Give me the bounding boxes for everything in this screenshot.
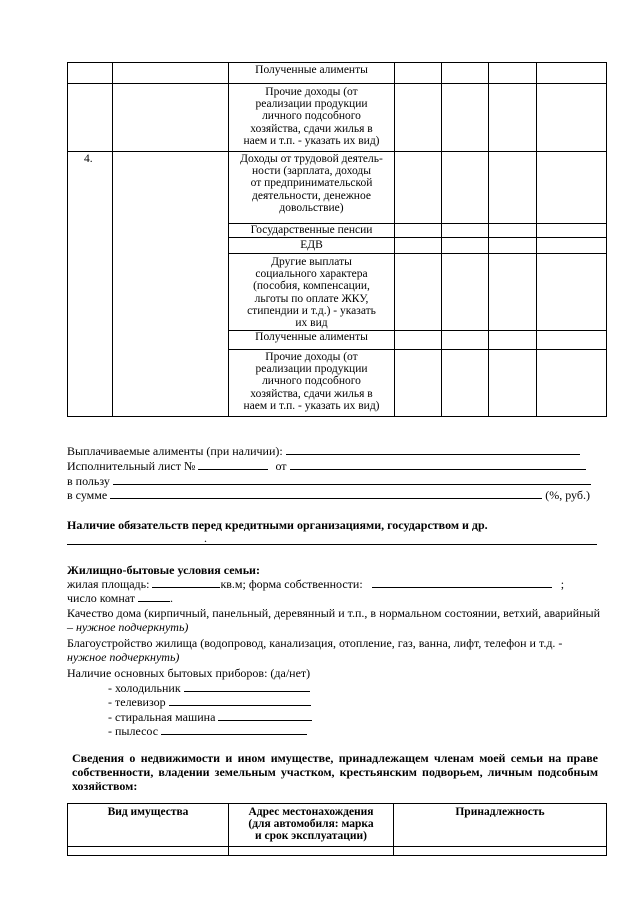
table-hline [228, 253, 607, 254]
table-hline [67, 83, 607, 84]
obligations-field[interactable] [67, 544, 597, 545]
appliance-fridge [108, 681, 310, 695]
living-area-label: жилая площадь: [67, 577, 150, 591]
table-hline [67, 151, 607, 152]
property-cell[interactable] [394, 847, 607, 856]
appliance-fridge-field[interactable] [184, 681, 310, 692]
obligations-mark: . [204, 531, 207, 545]
table-cell-label: Прочие доходы (от реализации продукции личного подсобного хозяйства, сдачи жилья в наем и т.п. - указать их вид) [243, 86, 380, 147]
sum-line [67, 488, 590, 502]
table-hline [228, 237, 607, 238]
ownership-semicolon: ; [560, 577, 565, 591]
property-cell[interactable] [68, 847, 229, 856]
table-hline [67, 62, 607, 63]
alimony-paid-label: Выплачиваемые алименты (при наличии): [67, 444, 283, 458]
living-area-unit: кв.м; форма собственности: [220, 577, 363, 591]
table-cell-label: Доходы от трудовой деятель- ности (зарплата, доходы от предпринимательской деятельности, денежное довольствие) [240, 153, 383, 214]
appliance-vacuum [108, 724, 307, 738]
living-area-line [67, 577, 564, 591]
table-vline [606, 62, 607, 417]
rooms-line [67, 591, 173, 605]
table-cell-label: Прочие доходы (от реализации продукции личного подсобного хозяйства, сдачи жилья в наем и т.п. - указать их вид) [243, 351, 380, 412]
ownership-field[interactable] [372, 577, 552, 588]
table-vline [112, 62, 113, 417]
appliance-vacuum-field[interactable] [161, 724, 307, 735]
property-empty-row [68, 847, 607, 856]
property-table [67, 803, 607, 856]
sum-field[interactable] [110, 488, 542, 499]
rooms-field[interactable] [138, 591, 170, 602]
amenities-text: Благоустройство жилища (водопровод, канализация, отопление, газ, ванна, лифт, телефон и т.д. - [67, 636, 563, 650]
row-number: 4. [84, 153, 93, 165]
appliance-washer-field[interactable] [218, 710, 312, 721]
table-cell-label: Полученные алименты [255, 331, 368, 343]
appliance-washer-label: - стиральная машина [108, 710, 216, 724]
rooms-end: . [170, 591, 174, 605]
table-cell-label: Другие выплаты социального характера (пособия, компенсации, льготы по оплате ЖКУ, стипендии и т.д.) - указать их вид [247, 256, 376, 330]
benefit-line [67, 474, 591, 488]
table-vline [441, 62, 442, 417]
appliance-tv-label: - телевизор [108, 695, 166, 709]
property-header-owner: Принадлежность [394, 804, 607, 847]
obligations-title: Наличие обязательств перед кредитными организациями, государством и др. [67, 518, 488, 532]
writ-from-label: от [275, 459, 287, 473]
table-cell-label: Государственные пенсии [250, 224, 373, 236]
house-quality-text: Качество дома (кирпичный, панельный, деревянный и т.п., в нормальном состоянии, ветхий, аварийный – [67, 606, 601, 634]
writ-number-field[interactable] [198, 459, 268, 470]
table-vline [536, 62, 537, 417]
writ-line [67, 459, 586, 473]
table-cell-label: ЕДВ [300, 239, 323, 251]
appliance-tv [108, 695, 311, 709]
appliance-fridge-label: - холодильник [108, 681, 181, 695]
writ-label: Исполнительный лист № [67, 459, 196, 473]
property-header-row [68, 804, 607, 847]
table-vline [67, 62, 68, 417]
property-cell[interactable] [229, 847, 394, 856]
alimony-paid-field[interactable] [286, 444, 580, 455]
sum-suffix: (%, руб.) [545, 488, 590, 502]
table-hline [67, 416, 607, 417]
sum-label: в сумме [67, 488, 108, 502]
appliance-washer [108, 710, 312, 724]
living-area-field[interactable] [152, 577, 220, 588]
appliance-tv-field[interactable] [169, 695, 311, 706]
table-cell-label: Полученные алименты [255, 64, 368, 76]
table-vline [394, 62, 395, 417]
appliance-vacuum-label: - пылесос [108, 724, 159, 738]
benefit-label: в пользу [67, 474, 110, 488]
house-quality [67, 606, 603, 634]
table-vline [488, 62, 489, 417]
amenities [67, 636, 603, 664]
rooms-label: число комнат [67, 591, 136, 605]
property-header-type: Вид имущества [68, 804, 229, 847]
benefit-field[interactable] [113, 474, 591, 485]
housing-title: Жилищно-бытовые условия семьи: [67, 563, 260, 577]
table-hline [228, 349, 607, 350]
appliances-label: Наличие основных бытовых приборов: (да/нет) [67, 666, 311, 680]
house-quality-note: нужное подчеркнуть) [76, 620, 189, 634]
property-title: Сведения о недвижимости и ином имуществе, принадлежащем членам моей семьи на праве собственности, владении земельным участком, крестьянским подворьем, личным подсобным хозяйством: [72, 751, 598, 793]
writ-from-field[interactable] [290, 459, 586, 470]
alimony-paid-line [67, 444, 580, 458]
property-header-address: Адрес местонахождения (для автомобиля: марка и срок эксплуатации) [229, 804, 394, 847]
amenities-note: нужное подчеркнуть) [67, 650, 180, 664]
